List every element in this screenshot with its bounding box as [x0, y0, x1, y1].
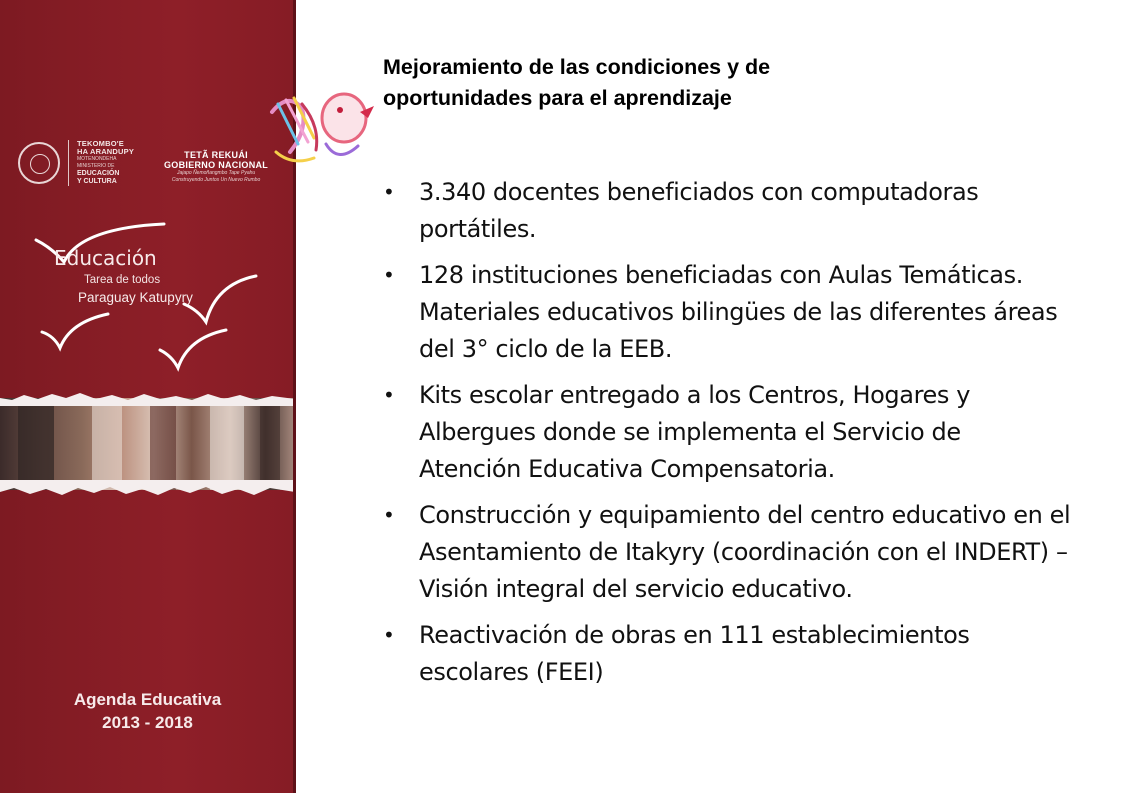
agenda-years: 2013 - 2018: [102, 713, 193, 732]
government-line1: TETÃ REKUÁI: [184, 150, 248, 160]
torn-edge-top: [0, 390, 295, 406]
bullet-text: 128 instituciones beneficiadas con Aulas Temáticas. Materiales educativos bilingües de las diferentes áreas del 3° ciclo de la EEB.: [419, 261, 1058, 363]
bullet-text: 3.340 docentes beneficiados con computadoras portátiles.: [419, 178, 979, 243]
ministry-logo: [68, 140, 134, 186]
bullet-icon: •: [383, 263, 395, 287]
list-item: [383, 617, 1079, 691]
birds-icon: [30, 218, 280, 398]
bullet-text: Reactivación de obras en 111 establecimientos escolares (FEEI): [419, 621, 970, 686]
government-line3: Jajapo Ñemoñangmbo Tape Pyahu: [176, 170, 256, 176]
sidebar-banner: [0, 0, 295, 793]
list-item: [383, 174, 1074, 248]
agenda-line1: Agenda Educativa: [73, 690, 222, 709]
bullet-icon: •: [383, 180, 395, 204]
bullet-icon: •: [383, 383, 395, 407]
government-line2: GOBIERNO NACIONAL: [164, 160, 269, 170]
list-item: [383, 497, 1109, 608]
ministry-line4: MINISTERIO DE: [77, 163, 115, 169]
list-item: [383, 377, 1069, 488]
bullet-icon: •: [383, 623, 395, 647]
bullet-text: Kits escolar entregado a los Centros, Hogares y Albergues donde se implementa el Servicio de Atención Educativa Compensatoria.: [419, 381, 971, 483]
slide-title: [383, 52, 943, 114]
torn-edge-bottom: [0, 480, 295, 500]
slide-title-line1: Mejoramiento de las condiciones y de: [383, 55, 771, 79]
campaign-title: Educación: [54, 246, 157, 270]
ministry-line5: EDUCACIÓN: [77, 170, 120, 177]
campaign-tagline: Paraguay Katupyry: [78, 290, 193, 305]
photo-collage: [0, 398, 295, 490]
list-item: [383, 257, 1091, 368]
government-logo: [164, 150, 268, 184]
crayon-doodle-icon: [268, 82, 378, 170]
bullet-list: [383, 174, 1083, 700]
logos-row: [18, 138, 283, 188]
ministry-line1: TEKOMBO'E: [77, 139, 124, 148]
agenda-label: [0, 688, 295, 734]
slide-title-line2: oportunidades para el aprendizaje: [383, 86, 732, 110]
ministry-line3: MOTENONDEHA: [77, 156, 117, 162]
bullet-text: Construcción y equipamiento del centro educativo en el Asentamiento de Itakyry (coordinación con el INDERT) – Visión integral del servicio educativo.: [419, 501, 1071, 603]
government-line4: Construyendo Juntos Un Nuevo Rumbo: [171, 177, 261, 183]
bullet-icon: •: [383, 503, 395, 527]
national-seal-logo: [18, 142, 60, 184]
campaign-subtitle: Tarea de todos: [84, 274, 161, 286]
ministry-line6: Y CULTURA: [77, 178, 117, 185]
ministry-line2: HA ARANDUPY: [77, 147, 135, 156]
campaign-logo: [30, 218, 280, 418]
